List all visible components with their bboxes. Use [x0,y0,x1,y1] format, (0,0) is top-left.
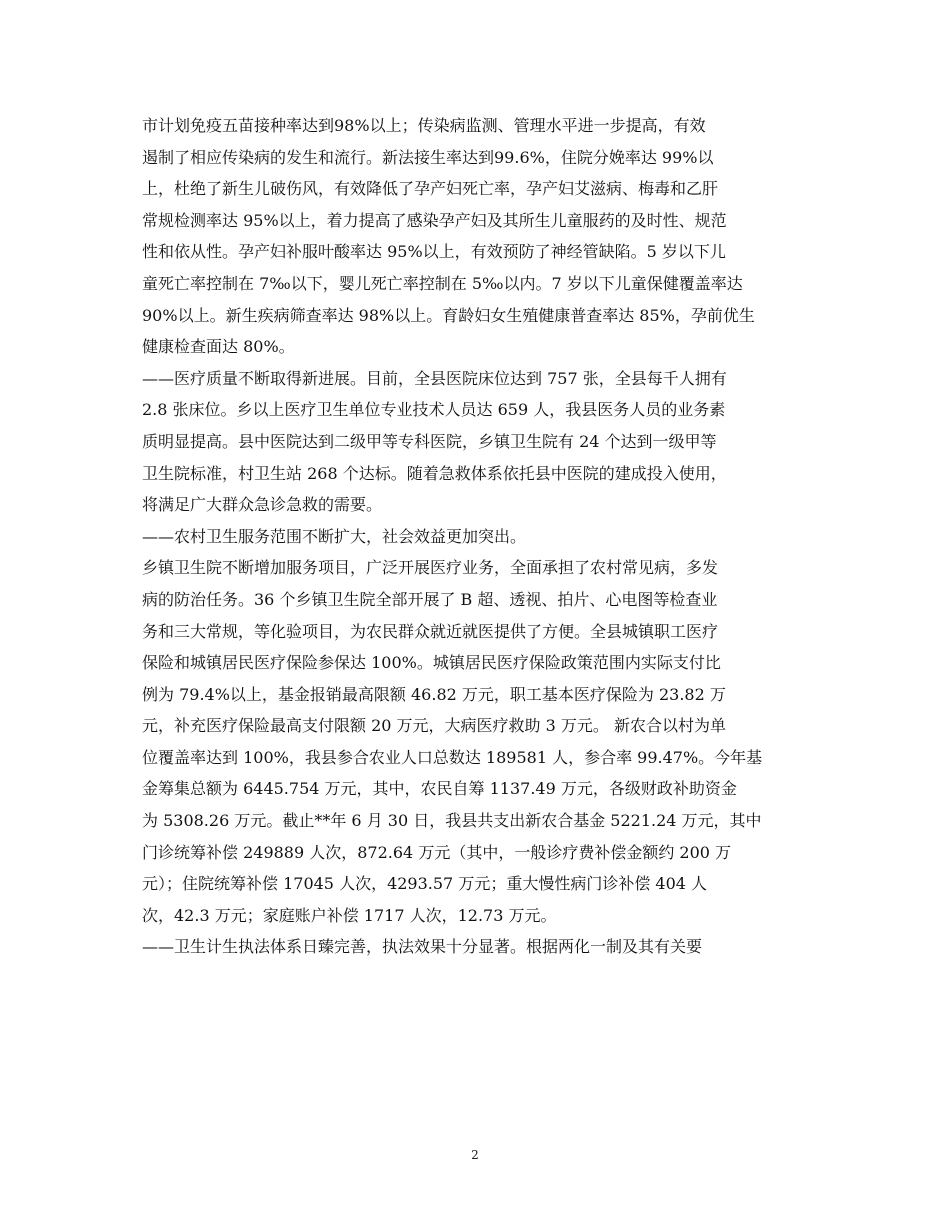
text-line: 次，42.3 万元；家庭账户补偿 1717 人次，12.73 万元。 [142,905,557,925]
text-line: 金筹集总额为 6445.754 万元，其中，农民自筹 1137.49 万元，各级财政补助资金 [142,779,737,799]
text-line: 将满足广大群众急诊急救的需要。 [142,495,383,515]
text-line: ——医疗质量不断取得新进展。目前，全县医院床位达到 757 张，全县每千人拥有 [142,368,727,388]
text-line: 病的防治任务。36 个乡镇卫生院全部开展了 B 超、透视、拍片、心电图等检查业 [142,589,718,609]
text-line: 90%以上。新生疾病筛查率达 98%以上。育龄妇女生殖健康普查率达 85%，孕前优生 [142,305,755,325]
text-line: 元，补充医疗保险最高支付限额 20 万元，大病医疗救助 3 万元。 新农合以村为单 [142,716,726,736]
text-line: 元）；住院统筹补偿 17045 人次，4293.57 万元；重大慢性病门诊补偿 404 人 [142,874,708,894]
text-line: 健康检查面达 80%。 [142,337,295,357]
text-line: 上，杜绝了新生儿破伤风，有效降低了孕产妇死亡率，孕产妇艾滋病、梅毒和乙肝 [142,179,719,199]
text-line: 乡镇卫生院不断增加服务项目，广泛开展医疗业务，全面承担了农村常见病，多发 [142,558,719,578]
text-line: 例为 79.4%以上，基金报销最高限额 46.82 万元，职工基本医疗保险为 23.82 万 [142,684,726,704]
text-line: 保险和城镇居民医疗保险参保达 100%。城镇居民医疗保险政策范围内实际支付比 [142,653,721,673]
text-line: ——农村卫生服务范围不断扩大，社会效益更加突出。 [142,526,527,546]
text-line: 童死亡率控制在 7‰以下，婴儿死亡率控制在 5‰以内。7 岁以下儿童保健覆盖率达 [142,273,743,293]
text-line: 市计划免疫五苗接种率达到98%以上；传染病监测、管理水平进一步提高，有效 [142,116,706,135]
text-line: 卫生院标准，村卫生站 268 个达标。随着急救体系依托县中医院的建成投入使用， [142,463,727,483]
document-body [142,110,814,963]
text-line: 遏制了相应传染病的发生和流行。新法接生率达到99.6%，住院分娩率达 99%以 [142,147,714,167]
text-line: 务和三大常规，等化验项目，为农民群众就近就医提供了方便。全县城镇职工医疗 [142,621,719,641]
text-line: 性和依从性。孕产妇补服叶酸率达 95%以上，有效预防了神经管缺陷。5 岁以下儿 [142,242,726,262]
text-line: 质明显提高。县中医院达到二级甲等专科医院，乡镇卫生院有 24 个达到一级甲等 [142,431,717,451]
text-line: 位覆盖率达到 100%，我县参合农业人口总数达 189581 人，参合率 99.47%。今年基 [142,747,763,767]
text-line: ——卫生计生执法体系日臻完善，执法效果十分显著。根据两化一制及其有关要 [142,937,703,957]
text-line: 门诊统筹补偿 249889 人次，872.64 万元（其中，一般诊疗费补偿金额约 200 万 [142,842,732,862]
page-number: 2 [471,1148,479,1162]
text-line: 常规检测率达 95%以上，着力提高了感染孕产妇及其所生儿童服药的及时性、规范 [142,210,727,230]
text-line: 2.8 张床位。乡以上医疗卫生单位专业技术人员达 659 人，我县医务人员的业务素 [142,400,726,420]
text-line: 为 5308.26 万元。截止**年 6 月 30 日，我县共支出新农合基金 5221.24 万元，其中 [142,811,762,831]
